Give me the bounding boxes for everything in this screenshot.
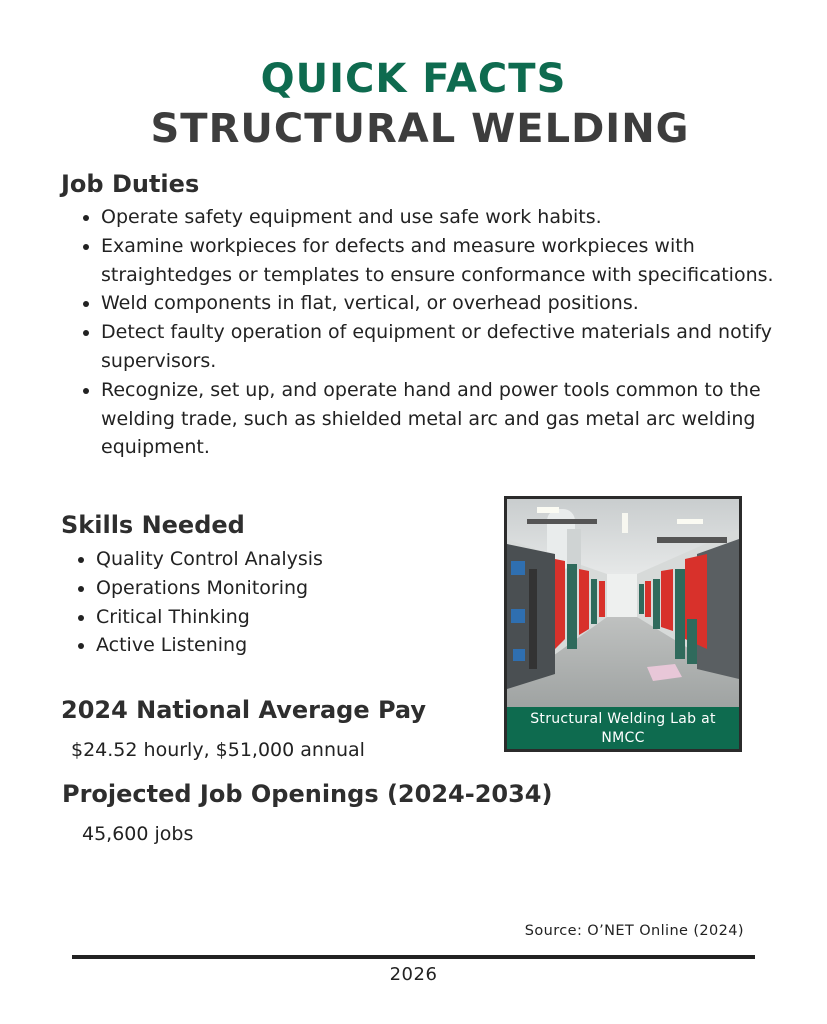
skill-item: • Critical Thinking — [96, 603, 496, 632]
skill-item: • Operations Monitoring — [96, 574, 496, 603]
job-duties-heading: Job Duties — [61, 170, 200, 198]
caption-line2: NMCC — [601, 730, 645, 746]
page-title-line2: STRUCTURAL WELDING — [150, 106, 690, 152]
skills-heading: Skills Needed — [61, 511, 245, 539]
job-duty-item: • Recognize, set up, and operate hand and power tools common to the welding trade, such as shielded metal arc and gas metal arc welding equipment. — [101, 376, 791, 462]
pay-value: $24.52 hourly, $51,000 annual — [71, 739, 365, 761]
openings-heading: Projected Job Openings (2024-2034) — [62, 780, 553, 808]
welding-lab-caption — [507, 707, 739, 749]
pay-heading: 2024 National Average Pay — [61, 696, 427, 724]
source-note: Source: O’NET Online (2024) — [524, 923, 744, 939]
page-title-line1: QUICK FACTS — [260, 56, 567, 102]
skill-item: • Active Listening — [96, 631, 496, 660]
job-duties-list — [79, 203, 791, 462]
skills-list — [74, 545, 496, 660]
job-duty-item: • Detect faulty operation of equipment or defective materials and notify supervisors. — [101, 318, 791, 376]
footer-year: 2026 — [389, 964, 438, 985]
welding-lab-photo-frame — [504, 496, 742, 752]
welding-lab-photo — [507, 499, 739, 707]
caption-line1: Structural Welding Lab at — [530, 711, 716, 727]
footer-divider — [72, 955, 755, 959]
job-duty-item: • Examine workpieces for defects and measure workpieces with straightedges or templates to ensure conformance with specifications. — [101, 232, 791, 290]
openings-value: 45,600 jobs — [82, 823, 194, 845]
skill-item: • Quality Control Analysis — [96, 545, 496, 574]
job-duty-item: • Weld components in flat, vertical, or overhead positions. — [101, 289, 791, 318]
job-duty-item: • Operate safety equipment and use safe work habits. — [101, 203, 791, 232]
